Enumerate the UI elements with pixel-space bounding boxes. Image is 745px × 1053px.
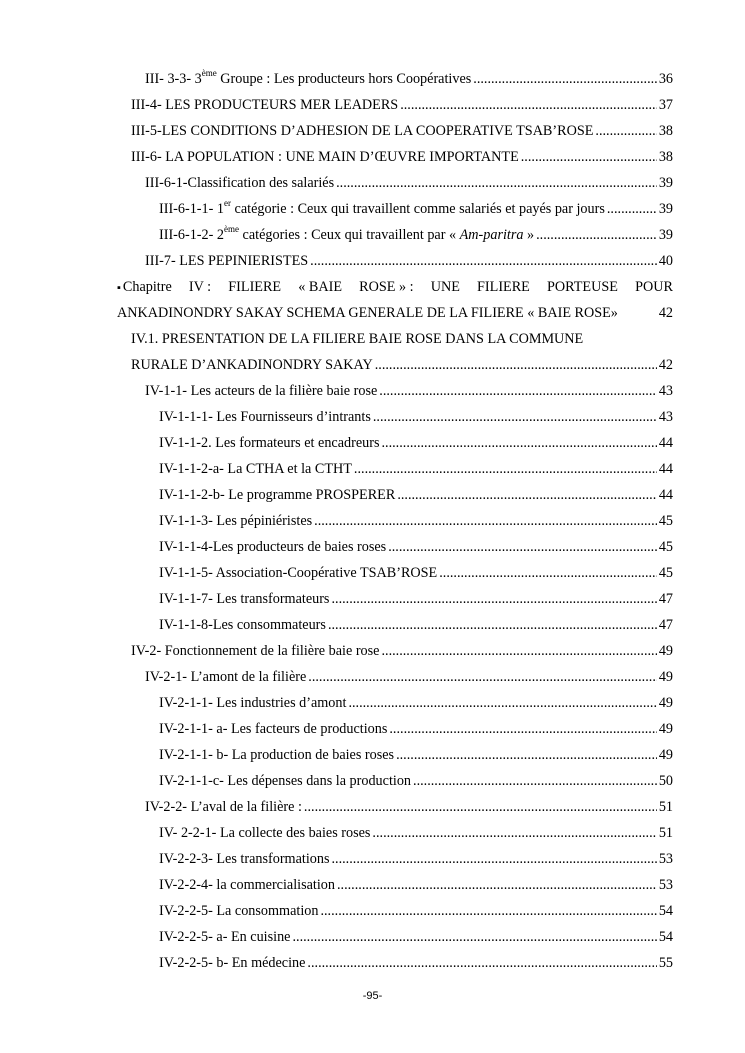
dot-leader — [595, 118, 656, 144]
toc-entry[interactable] — [0, 820, 745, 846]
toc-entry-title: III-6- LA POPULATION : UNE MAIN D’ŒUVRE IMPORTANTE — [131, 149, 519, 165]
dot-leader — [389, 716, 656, 742]
toc-entry-title: IV-2-2-3- Les transformations — [159, 851, 330, 867]
toc-entry-page: 49 — [658, 669, 673, 685]
chapter-word: UNE — [430, 279, 460, 295]
toc-entry-page: 44 — [658, 461, 673, 477]
toc-entry-title: III-4- LES PRODUCTEURS MER LEADERS — [131, 97, 399, 113]
dot-leader — [400, 92, 657, 118]
toc-entry-page: 44 — [658, 435, 673, 451]
toc-entry-title: IV-2-1-1- Les industries d’amont — [159, 695, 347, 711]
dot-leader — [473, 66, 657, 92]
dot-leader — [310, 248, 657, 274]
toc-entry-title: IV-1-1-2-b- Le programme PROSPERER — [159, 487, 396, 503]
toc-entry-title: III-5-LES CONDITIONS D’ADHESION DE LA COOPERATIVE TSAB’ROSE — [131, 123, 594, 139]
toc-entry-page: 49 — [658, 643, 673, 659]
toc-entry-title: IV-1-1-1- Les Fournisseurs d’intrants — [159, 409, 371, 425]
dot-leader — [292, 924, 656, 950]
toc-entry[interactable] — [0, 716, 745, 742]
chapter-word: PORTEUSE — [547, 279, 618, 295]
toc-entry[interactable] — [0, 66, 745, 92]
toc-entry-title: IV-2-1-1- a- Les facteurs de productions — [159, 721, 388, 737]
toc-entry-page: 47 — [658, 591, 673, 607]
chapter-word: POUR — [635, 279, 673, 295]
toc-section-entry[interactable] — [0, 326, 745, 378]
toc-entry[interactable] — [0, 92, 745, 118]
dot-leader — [388, 534, 657, 560]
table-of-contents — [0, 66, 745, 976]
dot-leader — [381, 638, 656, 664]
toc-entry-page: 42 — [658, 357, 673, 373]
toc-entry-title: IV-2-1-1- b- La production de baies roses — [159, 747, 395, 763]
section-title-line1: IV.1. PRESENTATION DE LA FILIERE BAIE ROSE DANS LA COMMUNE — [131, 331, 584, 347]
toc-entry-title: IV-1-1- Les acteurs de la filière baie rose — [145, 383, 378, 399]
toc-entry-title: III-6-1-1- 1er catégorie : Ceux qui travaillent comme salariés et payés par jours — [159, 198, 605, 217]
dot-leader — [308, 664, 657, 690]
toc-entry-page: 40 — [658, 253, 673, 269]
toc-entry-page: 39 — [658, 175, 673, 191]
toc-entry[interactable] — [0, 222, 745, 248]
toc-entry[interactable] — [0, 794, 745, 820]
toc-entry-page: 53 — [658, 877, 673, 893]
toc-entry-page: 42 — [658, 305, 673, 321]
toc-entry[interactable] — [0, 560, 745, 586]
page-number: -95- — [362, 990, 383, 1002]
toc-entry-page: 50 — [658, 773, 673, 789]
chapter-word: « BAIE — [298, 279, 342, 295]
toc-entry[interactable] — [0, 586, 745, 612]
toc-entry[interactable] — [0, 846, 745, 872]
dot-leader — [304, 794, 657, 820]
toc-entry[interactable] — [0, 924, 745, 950]
toc-entry-page: 54 — [658, 903, 673, 919]
dot-leader — [314, 508, 657, 534]
toc-entry-page: 54 — [658, 929, 673, 945]
chapter-word: FILIERE — [228, 279, 282, 295]
toc-entry[interactable] — [0, 404, 745, 430]
toc-entry-page: 38 — [658, 123, 673, 139]
dot-leader — [320, 898, 656, 924]
toc-entry-title: IV-1-1-8-Les consommateurs — [159, 617, 326, 633]
toc-entry[interactable] — [0, 690, 745, 716]
toc-entry[interactable] — [0, 768, 745, 794]
toc-entry-title: III-6-1-2- 2ème catégories : Ceux qui travaillent par « Am-paritra » — [159, 224, 535, 243]
toc-entry[interactable] — [0, 430, 745, 456]
toc-entry-page: 43 — [658, 383, 673, 399]
dot-leader — [336, 170, 657, 196]
toc-entry-page: 45 — [658, 565, 673, 581]
chapter-word: IV : — [188, 279, 212, 295]
toc-entry-page: 45 — [658, 539, 673, 555]
dot-leader — [331, 846, 656, 872]
toc-entry-title: IV-2-2-5- La consommation — [159, 903, 319, 919]
toc-entry-title: IV-2-1-1-c- Les dépenses dans la production — [159, 773, 412, 789]
toc-entry[interactable] — [0, 534, 745, 560]
toc-entry-page: 43 — [658, 409, 673, 425]
toc-entry-page: 47 — [658, 617, 673, 633]
toc-entry-page: 39 — [658, 227, 673, 243]
dot-leader — [607, 196, 657, 222]
toc-entry-title: IV-2-2- L’aval de la filière : — [145, 799, 302, 815]
toc-entry[interactable] — [0, 872, 745, 898]
toc-chapter-entry[interactable] — [0, 274, 745, 326]
toc-entry[interactable] — [0, 950, 745, 976]
toc-entry[interactable] — [0, 118, 745, 144]
toc-entry[interactable] — [0, 742, 745, 768]
chapter-word: ▪ Chapitre — [117, 279, 172, 295]
toc-entry-page: 45 — [658, 513, 673, 529]
toc-entry-page: 49 — [658, 695, 673, 711]
toc-entry-title: IV-2-2-5- b- En médecine — [159, 955, 306, 971]
toc-entry-title: IV-1-1-2-a- La CTHA et la CTHT — [159, 461, 352, 477]
dot-leader — [397, 482, 657, 508]
chapter-word: FILIERE — [477, 279, 530, 295]
toc-entry-page: 51 — [658, 825, 673, 841]
toc-entry-title: RURALE D’ANKADINONDRY SAKAY — [131, 357, 373, 373]
toc-entry-title: IV-1-1-5- Association-Coopérative TSAB’ROSE — [159, 565, 438, 581]
toc-entry[interactable] — [0, 664, 745, 690]
toc-entry[interactable] — [0, 612, 745, 638]
toc-entry-page: 49 — [658, 747, 673, 763]
toc-entry-page: 51 — [658, 799, 673, 815]
toc-entry[interactable] — [0, 144, 745, 170]
dot-leader — [328, 612, 657, 638]
chapter-title-continued: ANKADINONDRY SAKAY SCHEMA GENERALE DE LA FILIERE « BAIE ROSE» — [117, 305, 618, 321]
dot-leader — [373, 404, 657, 430]
toc-entry-title: III-7- LES PEPINIERISTES — [145, 253, 309, 269]
toc-entry-title: IV-2- Fonctionnement de la filière baie rose — [131, 643, 380, 659]
dot-leader — [354, 456, 657, 482]
toc-entry[interactable] — [0, 170, 745, 196]
toc-entry[interactable] — [0, 508, 745, 534]
toc-entry-title: IV- 2-2-1- La collecte des baies roses — [159, 825, 371, 841]
dot-leader — [372, 820, 656, 846]
dot-leader — [337, 872, 657, 898]
dot-leader — [521, 144, 657, 170]
dot-leader — [536, 222, 657, 248]
toc-entry-title: IV-2-1- L’amont de la filière — [145, 669, 307, 685]
toc-entry[interactable] — [0, 456, 745, 482]
toc-entry-page: 36 — [658, 71, 673, 87]
toc-entry[interactable] — [0, 638, 745, 664]
toc-entry-page: 55 — [658, 955, 673, 971]
dot-leader — [396, 742, 657, 768]
square-bullet-icon: ▪ — [117, 282, 121, 294]
dot-leader — [331, 586, 656, 612]
toc-entry[interactable] — [0, 248, 745, 274]
section-title-line2 — [131, 352, 673, 378]
toc-entry[interactable] — [0, 482, 745, 508]
toc-entry-title: IV-2-2-5- a- En cuisine — [159, 929, 291, 945]
toc-entry-title: IV-1-1-4-Les producteurs de baies roses — [159, 539, 387, 555]
toc-entry-title: IV-1-1-3- Les pépiniéristes — [159, 513, 313, 529]
toc-entry-page: 44 — [658, 487, 673, 503]
toc-entry-page: 39 — [658, 201, 673, 217]
dot-leader — [413, 768, 657, 794]
toc-entry[interactable] — [0, 378, 745, 404]
toc-entry[interactable] — [0, 898, 745, 924]
dot-leader — [439, 560, 657, 586]
toc-entry-title: III- 3-3- 3ème Groupe : Les producteurs hors Coopératives — [145, 68, 472, 87]
toc-entry-title: IV-2-2-4- la commercialisation — [159, 877, 335, 893]
dot-leader — [348, 690, 656, 716]
chapter-title-line2 — [117, 300, 673, 326]
toc-entry-title: IV-1-1-2. Les formateurs et encadreurs — [159, 435, 380, 451]
dot-leader — [379, 378, 657, 404]
toc-entry-page: 53 — [658, 851, 673, 867]
toc-entry-page: 38 — [658, 149, 673, 165]
toc-entry-page: 37 — [658, 97, 673, 113]
dot-leader — [307, 950, 656, 976]
chapter-title-line1 — [117, 274, 673, 300]
toc-entry-page: 49 — [658, 721, 673, 737]
dot-leader — [375, 352, 657, 378]
toc-entry-title: III-6-1-Classification des salariés — [145, 175, 335, 191]
toc-entry[interactable] — [0, 196, 745, 222]
toc-entry-title: IV-1-1-7- Les transformateurs — [159, 591, 330, 607]
chapter-word: ROSE » : — [359, 279, 414, 295]
dot-leader — [381, 430, 656, 456]
